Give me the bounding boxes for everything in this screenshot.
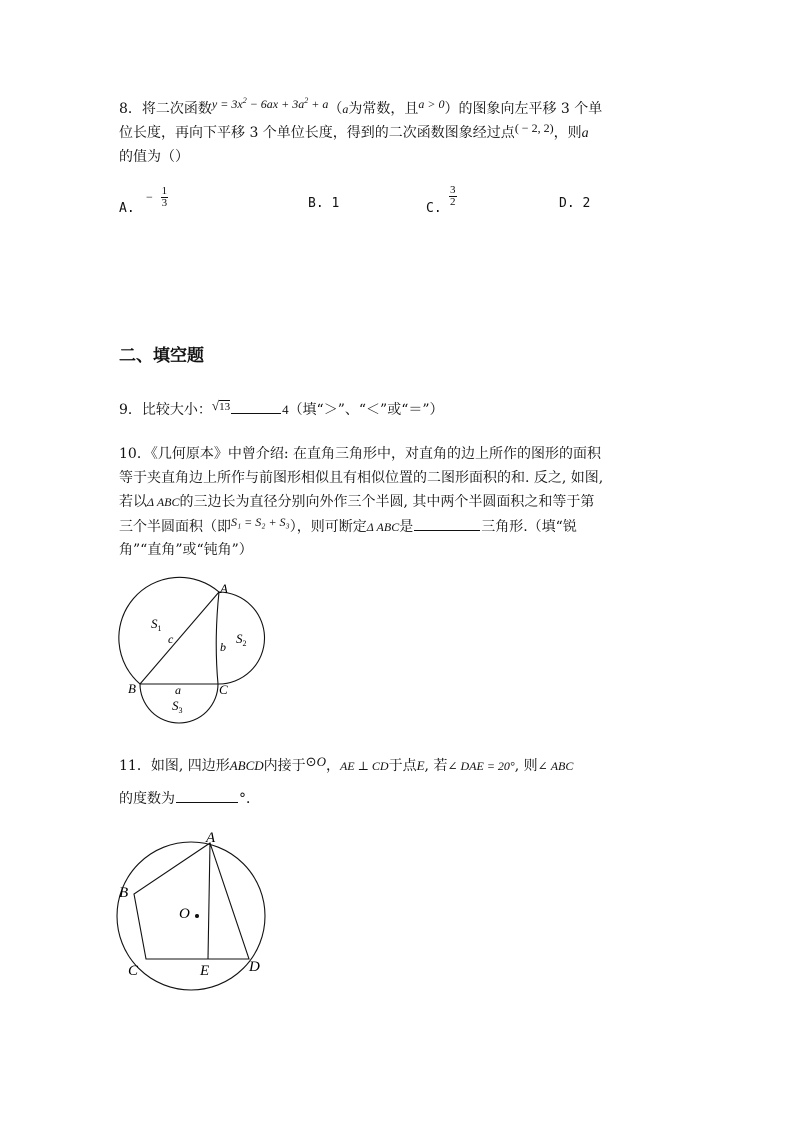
- quadrilateral-ABCD: [134, 843, 249, 959]
- label-S1: $S_1$: [151, 616, 162, 633]
- label-c: c: [168, 632, 174, 646]
- q8-line3: 的值为（）: [119, 149, 189, 165]
- label-S2: $S_2$: [236, 631, 247, 648]
- q8-option-c-value: $\frac{3}{2}$: [450, 184, 456, 208]
- segment-AE: [208, 843, 210, 959]
- q10-line4: 三个半圆面积（即S₁ = S₂ + S₃），则可断定Δ ABC是 三角形.（填“锐: [119, 515, 577, 535]
- section-title: 二、填空题: [119, 346, 204, 366]
- q10-figure: [118, 580, 268, 725]
- q10-line1: 10．《几何原本》中曾介绍: 在直角三角形中，对直角的边上所作的图形的面积: [119, 446, 601, 462]
- q8-line2: 位长度，再向下平移 3 个单位长度，得到的二次函数图象经过点( − 2, 2)，则a: [119, 121, 589, 141]
- q10-line3: 若以Δ ABC的三边长为直径分别向外作三个半圆, 其中两个半圆面积之和等于第: [119, 494, 595, 510]
- label-D: D: [249, 959, 260, 975]
- side-c: [140, 592, 219, 684]
- label-a: a: [175, 683, 181, 697]
- center-dot: [195, 914, 199, 918]
- q11-line1: 11．如图, 四边形ABCD内接于⊙O，AE ⊥ CD于点E, 若∠ DAE = 20°, 则∠ ABC: [119, 754, 574, 774]
- label-A: A: [206, 830, 216, 846]
- q10-answer-blank[interactable]: [414, 517, 480, 531]
- semicircle-s1: [119, 577, 219, 684]
- label-O: O: [179, 906, 190, 922]
- q8-option-a-value: − $\frac{1}{3}$: [146, 185, 168, 209]
- label-b: b: [220, 640, 226, 654]
- q8-equation: $y = 3x^2 - 6ax + 3a^2 + a$: [211, 96, 329, 111]
- q8-prefix: 8．将二次函数: [119, 101, 212, 117]
- q11-answer-blank[interactable]: [176, 789, 238, 803]
- q8-option-b: B. 1: [308, 196, 340, 211]
- circle-O: [117, 842, 265, 990]
- q8-condition: a > 0: [418, 97, 445, 111]
- q8-option-a: A.: [119, 201, 135, 216]
- label-B: B: [119, 885, 129, 901]
- label-E: E: [200, 963, 210, 979]
- q10-line5: 角”“直角”或“钝角”）: [119, 542, 253, 558]
- label-S3: $S_3$: [172, 698, 183, 715]
- q8-point: ( − 2, 2): [514, 121, 554, 135]
- q11-figure: [115, 830, 275, 993]
- sqrt-expression: √13: [211, 398, 231, 413]
- q8-line1: 8．将二次函数$y = 3x^2 - 6ax + 3a^2 + a(a$为常数，且a > 0）的图象向左平移 3 个单: [119, 96, 603, 117]
- q11-line2: 的度数为 °．: [119, 791, 260, 807]
- q10-line2: 等于夹直角边上所作与前图形相似且有相似位置的二图形面积的和. 反之, 如图,: [119, 470, 604, 486]
- label-A: A: [220, 581, 228, 596]
- label-B: B: [128, 681, 136, 696]
- q8-option-c: C.: [426, 201, 442, 216]
- q9-answer-blank[interactable]: [231, 400, 281, 414]
- q9-line: 9．比较大小：√13 4（填“＞”、“＜”或“＝”）: [119, 398, 444, 418]
- label-C: C: [219, 682, 228, 697]
- label-C: C: [128, 963, 139, 979]
- side-b: [216, 592, 219, 684]
- q8-option-d: D. 2: [559, 196, 591, 211]
